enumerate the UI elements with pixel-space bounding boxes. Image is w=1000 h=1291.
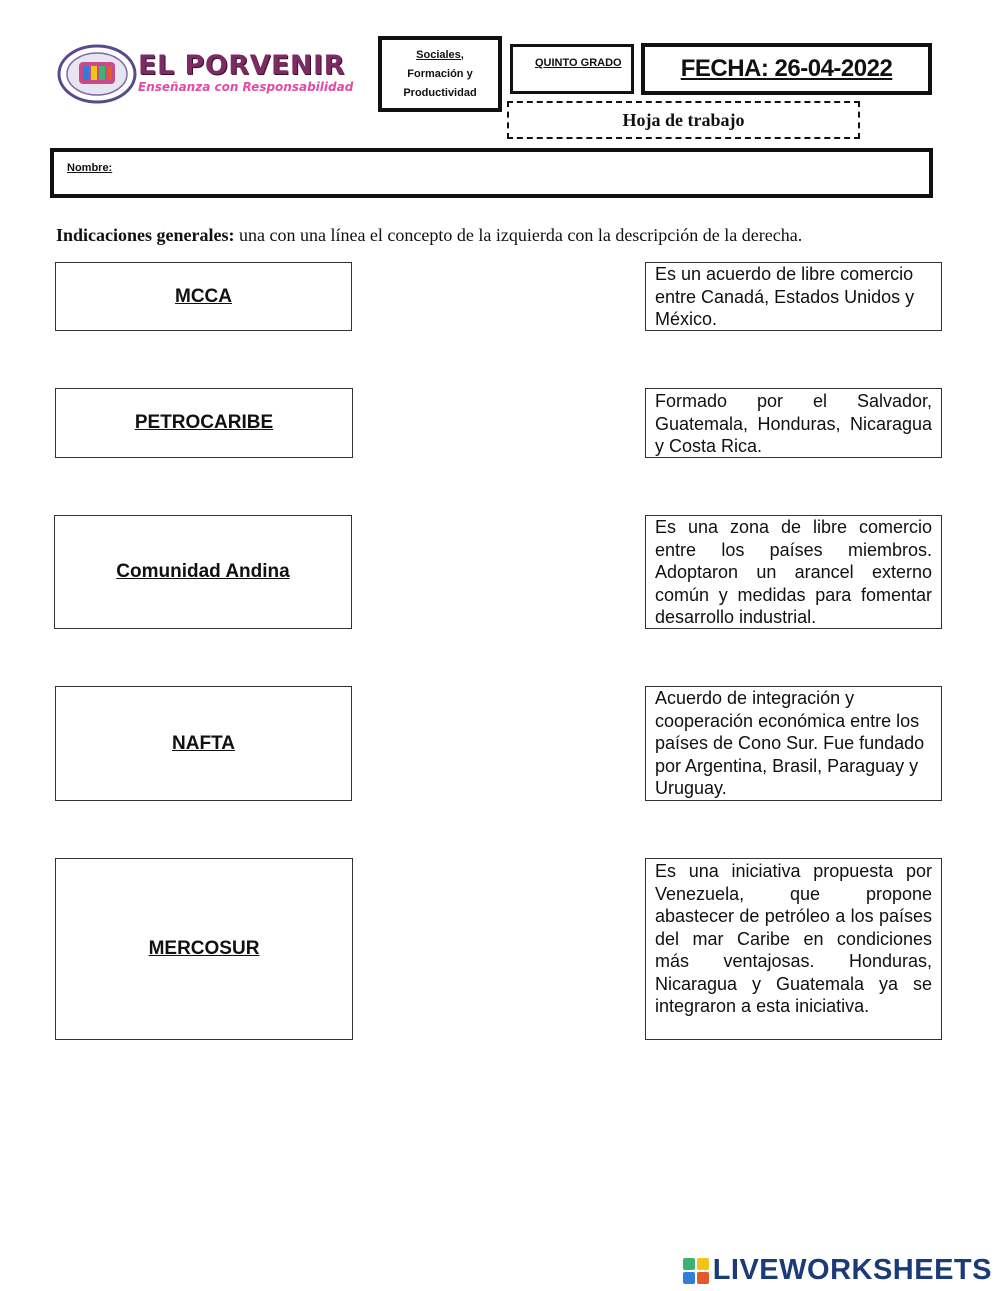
concept-box-comunidad-andina[interactable] bbox=[54, 515, 352, 629]
description-box-2[interactable]: Formado por el Salvador, Guatemala, Honduras, Nicaragua y Costa Rica. bbox=[645, 388, 942, 458]
subject-line-2: Formación y bbox=[407, 67, 473, 80]
date-box: FECHA: 26-04-2022 bbox=[641, 43, 932, 95]
liveworksheets-logo-icon bbox=[683, 1258, 709, 1284]
school-slogan: Enseñanza con Responsabilidad bbox=[138, 80, 354, 94]
instructions-lead: Indicaciones generales: bbox=[56, 225, 235, 245]
description-box-4[interactable]: Acuerdo de integración y cooperación económica entre los países de Cono Sur. Fue fundado por Argentina, Brasil, Paraguay y Uruguay. bbox=[645, 686, 942, 801]
liveworksheets-wordmark: LIVEWORKSHEETS bbox=[712, 1254, 992, 1286]
name-label: Nombre: bbox=[67, 162, 113, 174]
subject-line-1: Sociales, bbox=[416, 48, 464, 61]
concept-label: PETROCARIBE bbox=[134, 412, 274, 433]
description-box-5[interactable]: Es una iniciativa propuesta por Venezuela, que propone abastecer de petróleo a los países del mar Caribe en condiciones más ventajosas. Honduras, Nicaragua y Guatemala ya se integraron a esta iniciativa. bbox=[645, 858, 942, 1040]
worksheet-label: Hoja de trabajo bbox=[507, 101, 860, 139]
concept-box-mcca[interactable] bbox=[55, 262, 352, 331]
school-logo-text bbox=[138, 52, 368, 102]
concept-label: NAFTA bbox=[172, 732, 235, 754]
description-box-1[interactable]: Es un acuerdo de libre comercio entre Canadá, Estados Unidos y México. bbox=[645, 262, 942, 331]
grade-box: QUINTO GRADO bbox=[510, 44, 634, 94]
liveworksheets-brand bbox=[683, 1254, 992, 1287]
concept-box-petrocaribe[interactable] bbox=[55, 388, 353, 458]
instructions bbox=[56, 224, 956, 246]
concept-box-mercosur[interactable] bbox=[55, 858, 353, 1040]
subject-line-3: Productividad bbox=[403, 86, 477, 99]
concept-box-nafta[interactable] bbox=[55, 686, 352, 801]
description-box-3[interactable]: Es una zona de libre comercio entre los países miembros. Adoptaron un arancel externo común y medidas para fomentar desarrollo industrial. bbox=[645, 515, 942, 629]
school-seal-logo bbox=[57, 44, 137, 104]
concept-label: Comunidad Andina bbox=[116, 561, 290, 582]
school-name: EL PORVENIR bbox=[138, 50, 345, 81]
instructions-text: una con una línea el concepto de la izquierda con la descripción de la derecha. bbox=[234, 225, 803, 245]
subject-box bbox=[378, 36, 502, 112]
concept-label: MCCA bbox=[175, 285, 232, 307]
name-field[interactable] bbox=[50, 148, 933, 198]
concept-label: MERCOSUR bbox=[148, 938, 260, 959]
